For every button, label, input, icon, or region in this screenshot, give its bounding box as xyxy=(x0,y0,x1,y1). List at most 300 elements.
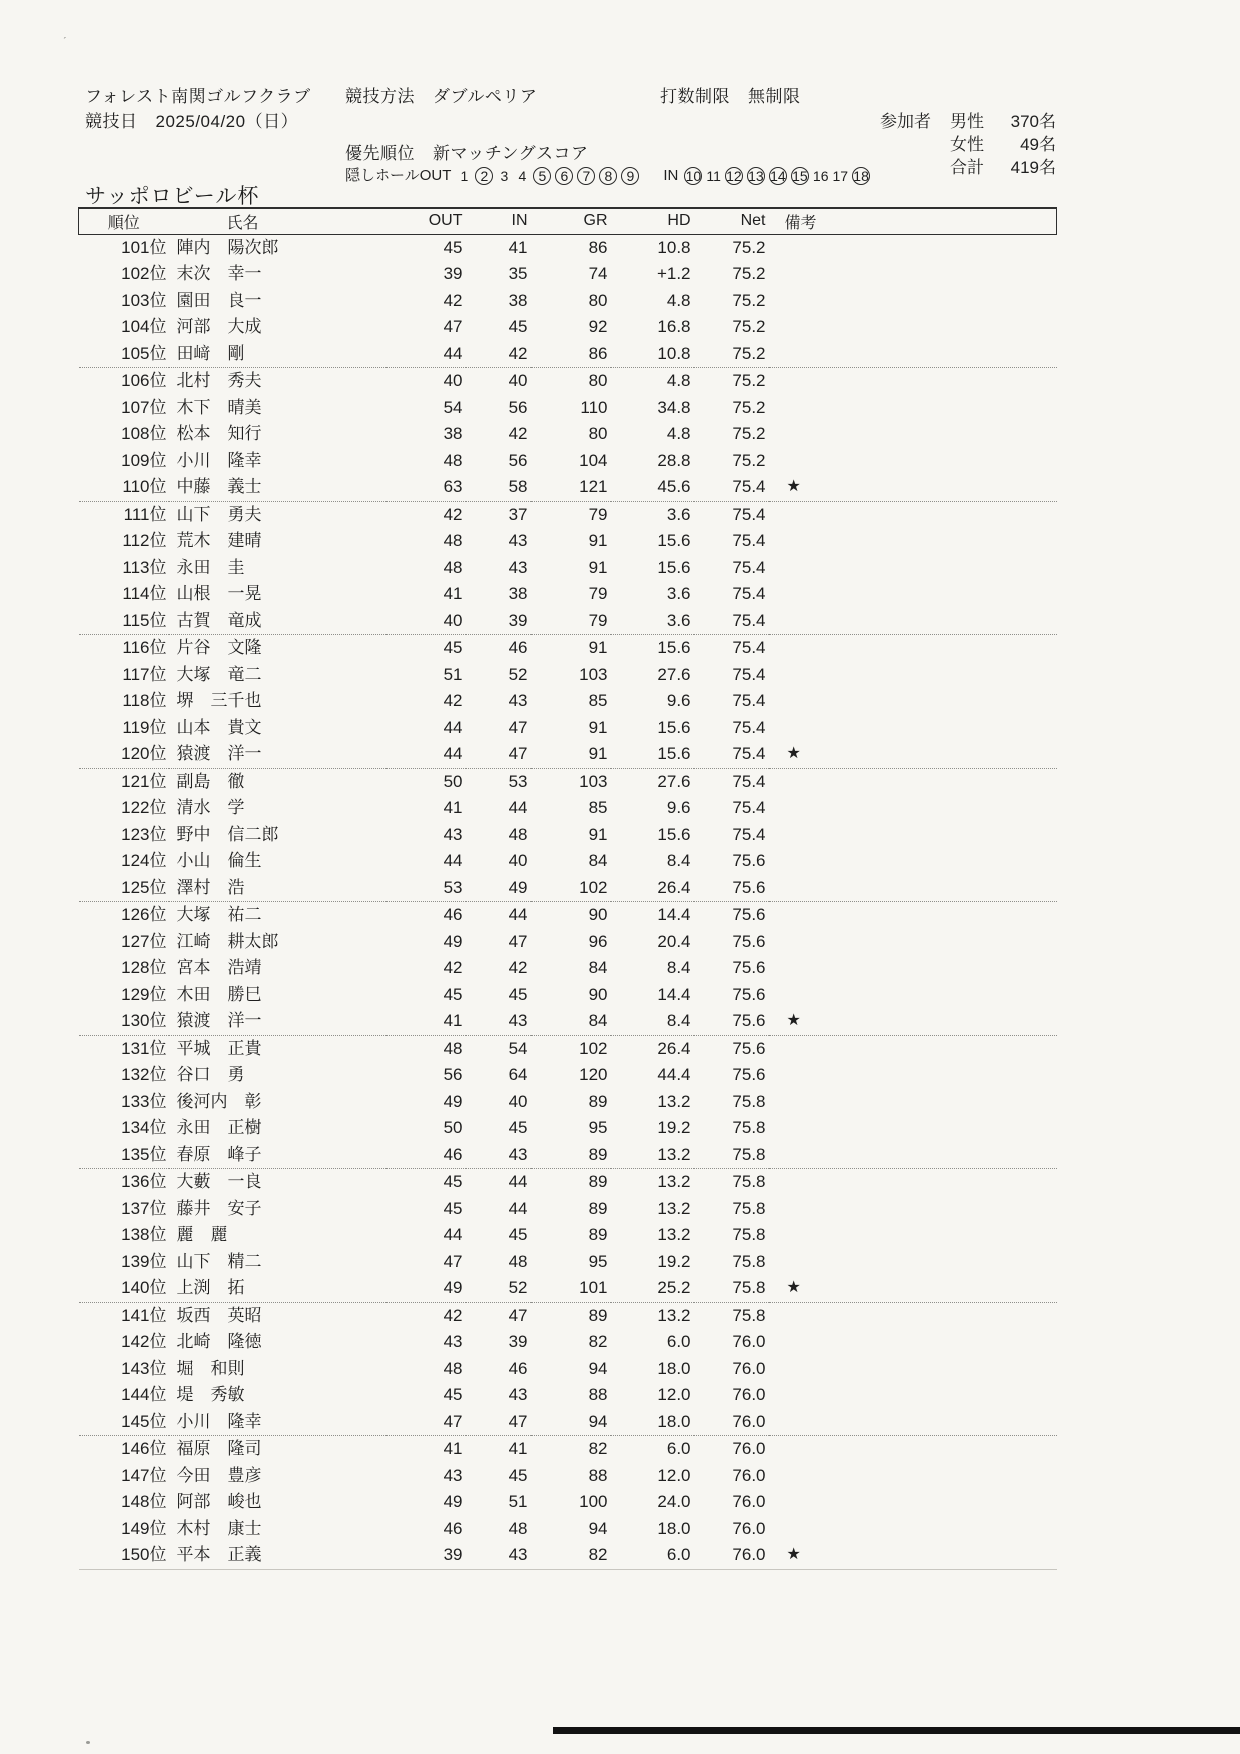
name-cell: 平本 正義 xyxy=(169,1542,386,1569)
net-cell: 75.4 xyxy=(732,638,766,657)
net-cell: 75.6 xyxy=(694,1008,769,1035)
remark-cell xyxy=(769,1196,1057,1223)
table-row xyxy=(79,421,1057,448)
hd-cell: 8.4 xyxy=(666,958,691,977)
net-cell: 75.2 xyxy=(732,290,766,310)
remark-cell xyxy=(769,982,1057,1009)
hd-cell: 4.8 xyxy=(666,290,691,310)
hidden-hole-16: 16 xyxy=(812,168,829,185)
hd-cell: 9.6 xyxy=(666,798,691,817)
in-cell: 44 xyxy=(508,1172,528,1191)
hd-cell: 3.6 xyxy=(611,608,694,635)
net-cell: 75.8 xyxy=(732,1251,766,1271)
gr-cell: 88 xyxy=(588,1465,608,1485)
out-cell: 46 xyxy=(386,1142,466,1169)
net-cell: 76.0 xyxy=(732,1439,766,1458)
stroke-limit-value: 無制限 xyxy=(748,87,801,106)
remark-cell: ★ xyxy=(769,1008,1057,1035)
hd-cell: 13.2 xyxy=(657,1172,691,1191)
net-cell: 75.4 xyxy=(732,557,766,577)
remark-cell: ★ xyxy=(769,741,1057,768)
net-cell: 75.6 xyxy=(732,984,766,1004)
in-cell: 47 xyxy=(508,717,528,737)
name-cell: 古賀 竜成 xyxy=(169,608,386,635)
table-row xyxy=(79,662,1057,689)
rank-cell: 124位 xyxy=(121,851,167,870)
table-row xyxy=(79,795,1057,822)
name-cell: 木下 晴美 xyxy=(176,397,262,417)
gr-cell: 91 xyxy=(588,557,608,577)
gr-cell: 95 xyxy=(588,1118,608,1137)
hd-cell: 13.2 xyxy=(657,1091,691,1111)
out-cell: 42 xyxy=(443,1305,463,1325)
table-row xyxy=(79,955,1057,982)
in-cell: 52 xyxy=(466,1275,531,1302)
in-cell: 47 xyxy=(466,1409,531,1436)
name-cell: 山本 貴文 xyxy=(176,717,262,737)
remark-cell xyxy=(769,1169,1057,1196)
rank-cell: 131位 xyxy=(121,1038,167,1058)
in-cell: 64 xyxy=(508,1065,528,1084)
net-cell: 75.2 xyxy=(732,371,766,390)
hidden-hole-14: 14 xyxy=(770,168,786,185)
remark-cell: ★ xyxy=(769,1275,1057,1302)
rank-cell: 150位 xyxy=(79,1542,169,1569)
out-cell: 39 xyxy=(443,264,463,283)
table-row xyxy=(79,1062,1057,1089)
table-row xyxy=(79,848,1057,875)
in-cell: 39 xyxy=(508,1332,528,1351)
name-cell: 谷口 勇 xyxy=(176,1065,245,1084)
event-date-label: 競技日 xyxy=(85,112,138,131)
out-cell: 43 xyxy=(443,824,463,844)
gr-cell: 79 xyxy=(588,584,608,603)
table-row xyxy=(79,1382,1057,1409)
col-header-remark: 備考 xyxy=(769,208,1057,234)
out-cell: 44 xyxy=(443,1225,463,1244)
out-cell: 44 xyxy=(386,341,466,368)
out-cell: 46 xyxy=(443,1518,463,1538)
rank-cell: 146位 xyxy=(121,1439,167,1458)
net-cell: 75.4 xyxy=(732,717,766,737)
name-cell: 陣内 陽次郎 xyxy=(176,237,279,257)
name-cell: 堀 和則 xyxy=(176,1358,245,1378)
gr-cell: 95 xyxy=(588,1251,608,1271)
name-cell: 山根 一晃 xyxy=(176,584,262,603)
table-row xyxy=(79,1169,1057,1196)
remark-cell xyxy=(769,635,1057,662)
gr-cell: 89 xyxy=(588,1198,608,1218)
hd-cell: 28.8 xyxy=(657,450,691,470)
gr-cell: 92 xyxy=(588,317,608,336)
in-cell: 35 xyxy=(508,264,528,283)
table-row xyxy=(79,1035,1057,1062)
remark-cell xyxy=(769,1329,1057,1356)
name-cell: 木田 勝巳 xyxy=(176,984,262,1004)
rank-cell: 104位 xyxy=(121,317,167,336)
remark-cell xyxy=(769,528,1057,555)
gr-cell: 89 xyxy=(588,1091,608,1111)
in-cell: 43 xyxy=(466,1542,531,1569)
rank-cell: 137位 xyxy=(121,1198,167,1218)
out-cell: 42 xyxy=(443,290,463,310)
in-cell: 38 xyxy=(508,290,528,310)
gr-cell: 91 xyxy=(531,741,611,768)
gr-cell: 121 xyxy=(531,474,611,501)
remark-cell xyxy=(769,1115,1057,1142)
remark-cell xyxy=(769,501,1057,528)
table-row xyxy=(79,1542,1057,1569)
gr-cell: 103 xyxy=(579,664,608,684)
out-cell: 45 xyxy=(443,1385,463,1404)
in-cell: 40 xyxy=(508,851,528,870)
table-row xyxy=(79,368,1057,395)
hidden-holes-in-label: IN xyxy=(663,167,679,184)
net-cell: 75.6 xyxy=(732,958,766,977)
in-cell: 47 xyxy=(466,741,531,768)
net-cell: 75.2 xyxy=(732,317,766,336)
hd-cell: 13.2 xyxy=(657,1305,691,1325)
remark-cell xyxy=(769,234,1057,261)
out-cell: 54 xyxy=(443,397,463,417)
remark-cell xyxy=(769,1062,1057,1089)
score-table xyxy=(78,207,1057,1570)
table-row xyxy=(79,875,1057,902)
hidden-holes-in xyxy=(682,167,872,184)
net-cell: 75.2 xyxy=(732,450,766,470)
participants-men-count: 370名 xyxy=(1010,112,1056,131)
remark-cell xyxy=(769,795,1057,822)
event-date-line xyxy=(85,107,298,132)
out-cell: 45 xyxy=(443,1172,463,1191)
net-cell: 75.8 xyxy=(694,1142,769,1169)
hd-cell: 10.8 xyxy=(657,237,691,257)
rank-cell: 114位 xyxy=(122,584,167,603)
rank-cell: 107位 xyxy=(121,397,167,417)
name-cell: 北崎 隆徳 xyxy=(176,1332,262,1351)
name-cell: 副島 徹 xyxy=(176,771,245,791)
name-cell: 平城 正貴 xyxy=(176,1038,262,1058)
gr-cell: 74 xyxy=(588,264,608,283)
gr-cell: 94 xyxy=(588,1358,608,1378)
rank-cell: 102位 xyxy=(121,264,167,283)
rank-cell: 125位 xyxy=(79,875,169,902)
hd-cell: 18.0 xyxy=(611,1409,694,1436)
net-cell: 75.6 xyxy=(732,1065,766,1084)
gr-cell: 82 xyxy=(531,1542,611,1569)
hd-cell: 15.6 xyxy=(611,741,694,768)
net-cell: 75.6 xyxy=(694,875,769,902)
out-cell: 41 xyxy=(386,1008,466,1035)
hd-cell: 15.6 xyxy=(657,557,691,577)
in-cell: 45 xyxy=(508,984,528,1004)
gr-cell: 102 xyxy=(579,1038,608,1058)
net-cell: 76.0 xyxy=(732,1465,766,1485)
participants-total-label: 合計 xyxy=(950,158,984,177)
rank-cell: 105位 xyxy=(79,341,169,368)
net-cell: 75.6 xyxy=(732,931,766,951)
in-cell: 44 xyxy=(508,798,528,817)
name-cell: 大塚 祐二 xyxy=(176,905,262,924)
gr-cell: 110 xyxy=(580,397,608,417)
out-cell: 42 xyxy=(443,958,463,977)
out-cell: 41 xyxy=(443,798,463,817)
hd-cell: 6.0 xyxy=(666,1332,691,1351)
scan-artifact-streak xyxy=(553,1727,1240,1734)
participants-total-row xyxy=(880,156,1056,179)
name-cell: 北村 秀夫 xyxy=(176,371,262,390)
net-cell: 75.4 xyxy=(732,798,766,817)
net-cell: 76.0 xyxy=(732,1518,766,1538)
in-cell: 58 xyxy=(466,474,531,501)
remark-cell xyxy=(769,1222,1057,1249)
table-row xyxy=(79,528,1057,555)
hd-cell: 45.6 xyxy=(611,474,694,501)
remark-cell xyxy=(769,341,1057,368)
remark-cell xyxy=(769,848,1057,875)
gr-cell: 79 xyxy=(588,504,608,524)
name-cell: 猿渡 洋一 xyxy=(169,1008,386,1035)
in-cell: 47 xyxy=(508,1305,528,1325)
hidden-hole-15: 15 xyxy=(792,168,808,185)
rank-cell: 117位 xyxy=(122,664,167,684)
out-cell: 48 xyxy=(443,557,463,577)
table-row xyxy=(79,1249,1057,1276)
remark-cell xyxy=(769,608,1057,635)
gr-cell: 94 xyxy=(588,1518,608,1538)
rank-cell: 110位 xyxy=(79,474,169,501)
name-cell: 澤村 浩 xyxy=(169,875,386,902)
name-cell: 上渕 拓 xyxy=(169,1275,386,1302)
hd-cell: 44.4 xyxy=(657,1065,691,1084)
net-cell: 75.2 xyxy=(732,397,766,417)
table-row xyxy=(79,741,1057,768)
gr-cell: 80 xyxy=(588,290,608,310)
name-cell: 田﨑 剛 xyxy=(169,341,386,368)
hidden-hole-13: 13 xyxy=(748,168,764,185)
name-cell: 永田 正樹 xyxy=(176,1118,262,1137)
table-row xyxy=(79,1329,1057,1356)
out-cell: 48 xyxy=(443,531,463,550)
remark-cell xyxy=(769,448,1057,475)
name-cell: 木村 康士 xyxy=(176,1518,262,1538)
gr-cell: 89 xyxy=(588,1305,608,1325)
in-cell: 48 xyxy=(508,824,528,844)
remark-cell xyxy=(769,1302,1057,1329)
out-cell: 50 xyxy=(443,1118,463,1137)
gr-cell: 102 xyxy=(531,875,611,902)
hd-cell: 12.0 xyxy=(657,1465,691,1485)
remark-cell xyxy=(769,555,1057,582)
gr-cell: 86 xyxy=(531,341,611,368)
out-cell: 48 xyxy=(443,450,463,470)
out-cell: 49 xyxy=(443,931,463,951)
gr-cell: 103 xyxy=(579,771,608,791)
gr-cell: 91 xyxy=(588,638,608,657)
rank-cell: 123位 xyxy=(121,824,167,844)
hd-cell: 3.6 xyxy=(666,584,691,603)
rank-cell: 109位 xyxy=(121,450,167,470)
in-cell: 52 xyxy=(508,664,528,684)
table-row xyxy=(79,608,1057,635)
gr-cell: 100 xyxy=(579,1492,608,1511)
remark-cell xyxy=(769,955,1057,982)
hd-cell: 10.8 xyxy=(611,341,694,368)
hd-cell: 15.6 xyxy=(657,824,691,844)
table-row xyxy=(79,234,1057,261)
hd-cell: 8.4 xyxy=(666,851,691,870)
rank-cell: 113位 xyxy=(122,557,167,577)
rank-cell: 111位 xyxy=(123,504,167,524)
method-line xyxy=(345,82,537,107)
in-cell: 40 xyxy=(508,371,528,390)
out-cell: 56 xyxy=(443,1065,463,1084)
gr-cell: 96 xyxy=(588,931,608,951)
out-cell: 41 xyxy=(443,1439,463,1458)
out-cell: 63 xyxy=(386,474,466,501)
name-cell: 小山 倫生 xyxy=(176,851,262,870)
hidden-hole-11: 11 xyxy=(706,168,721,185)
rank-cell: 141位 xyxy=(121,1305,167,1325)
name-cell: 麗 麗 xyxy=(176,1225,228,1244)
rank-cell: 103位 xyxy=(121,290,167,310)
in-cell: 41 xyxy=(508,237,528,257)
net-cell: 75.4 xyxy=(694,741,769,768)
hd-cell: 6.0 xyxy=(666,1439,691,1458)
out-cell: 41 xyxy=(443,584,463,603)
in-cell: 54 xyxy=(508,1038,528,1058)
net-cell: 76.0 xyxy=(732,1492,766,1511)
table-row xyxy=(79,822,1057,849)
out-cell: 49 xyxy=(443,1492,463,1511)
gr-cell: 80 xyxy=(588,371,608,390)
name-cell: 今田 豊彦 xyxy=(176,1465,262,1485)
rank-cell: 116位 xyxy=(122,638,167,657)
event-date-value: 2025/04/20（日） xyxy=(155,112,299,131)
hd-cell: 24.0 xyxy=(657,1492,691,1511)
gr-cell: 86 xyxy=(588,237,608,257)
table-row xyxy=(79,395,1057,422)
remark-cell xyxy=(769,715,1057,742)
net-cell: 76.0 xyxy=(732,1332,766,1351)
name-cell: 宮本 浩靖 xyxy=(176,958,262,977)
hd-cell: 16.8 xyxy=(657,317,691,336)
hd-cell: 15.6 xyxy=(657,531,691,550)
gr-cell: 89 xyxy=(531,1142,611,1169)
out-cell: 45 xyxy=(443,638,463,657)
table-row xyxy=(79,261,1057,288)
hd-cell: 18.0 xyxy=(657,1358,691,1378)
in-cell: 53 xyxy=(508,771,528,791)
name-cell: 大塚 竜二 xyxy=(176,664,262,684)
hd-cell: 27.6 xyxy=(657,771,691,791)
in-cell: 51 xyxy=(508,1492,528,1511)
hd-cell: 19.2 xyxy=(657,1251,691,1271)
out-cell: 51 xyxy=(443,664,463,684)
net-cell: 75.8 xyxy=(732,1091,766,1111)
table-row xyxy=(79,688,1057,715)
rank-cell: 140位 xyxy=(79,1275,169,1302)
method-value: ダブルペリア xyxy=(433,87,538,106)
rank-cell: 138位 xyxy=(121,1225,167,1244)
net-cell: 75.6 xyxy=(732,905,766,924)
table-row xyxy=(79,1463,1057,1490)
hidden-hole-9: 9 xyxy=(621,167,639,185)
rank-cell: 101位 xyxy=(121,237,167,257)
remark-cell xyxy=(769,929,1057,956)
remark-cell xyxy=(769,395,1057,422)
hidden-hole-8: 8 xyxy=(599,167,617,185)
hd-cell: 4.8 xyxy=(666,424,691,443)
method-label: 競技方法 xyxy=(345,87,415,106)
in-cell: 37 xyxy=(508,504,528,524)
hd-cell: 3.6 xyxy=(666,504,691,524)
priority-value: 新マッチングスコア xyxy=(433,144,589,163)
hidden-hole-12: 12 xyxy=(726,168,742,185)
table-row xyxy=(79,1222,1057,1249)
remark-cell xyxy=(769,662,1057,689)
priority-label: 優先順位 xyxy=(345,144,415,163)
table-row xyxy=(79,1489,1057,1516)
name-cell: 松本 知行 xyxy=(176,424,262,443)
table-header-row xyxy=(79,208,1057,234)
out-cell: 42 xyxy=(443,691,463,710)
gr-cell: 84 xyxy=(531,1008,611,1035)
out-cell: 47 xyxy=(443,1251,463,1271)
name-cell: 江崎 耕太郎 xyxy=(176,931,279,951)
out-cell: 53 xyxy=(386,875,466,902)
out-cell: 40 xyxy=(386,608,466,635)
name-cell: 坂西 英昭 xyxy=(176,1305,262,1325)
hd-cell: 15.6 xyxy=(657,717,691,737)
name-cell: 福原 隆司 xyxy=(176,1439,262,1458)
remark-cell xyxy=(769,822,1057,849)
hd-cell: 12.0 xyxy=(657,1385,691,1404)
gr-cell: 88 xyxy=(588,1385,608,1404)
out-cell: 45 xyxy=(443,1198,463,1218)
in-cell: 43 xyxy=(466,1142,531,1169)
gr-cell: 91 xyxy=(588,824,608,844)
out-cell: 44 xyxy=(443,851,463,870)
in-cell: 43 xyxy=(508,1385,528,1404)
hidden-holes-label: 隠しホール xyxy=(345,167,420,184)
col-header-in: IN xyxy=(466,208,531,234)
rank-cell: 122位 xyxy=(121,798,167,817)
name-cell: 山下 精二 xyxy=(176,1251,262,1271)
out-cell: 45 xyxy=(443,984,463,1004)
remark-cell xyxy=(769,768,1057,795)
gr-cell: 104 xyxy=(579,450,608,470)
name-cell: 清水 学 xyxy=(176,798,245,817)
priority-line xyxy=(345,139,588,164)
hidden-hole-17: 17 xyxy=(832,168,849,185)
remark-cell xyxy=(769,421,1057,448)
in-cell: 43 xyxy=(466,1008,531,1035)
in-cell: 44 xyxy=(508,1198,528,1218)
rank-cell: 136位 xyxy=(121,1172,167,1191)
stroke-limit-line xyxy=(660,82,801,107)
remark-cell xyxy=(769,1516,1057,1543)
hd-cell: 19.2 xyxy=(657,1118,691,1137)
rank-cell: 148位 xyxy=(121,1492,167,1511)
remark-cell xyxy=(769,581,1057,608)
table-row xyxy=(79,715,1057,742)
name-cell: 野中 信二郎 xyxy=(176,824,279,844)
club-name: フォレスト南関ゴルフクラブ xyxy=(85,87,311,106)
hd-cell: 26.4 xyxy=(611,875,694,902)
net-cell: 75.2 xyxy=(732,237,766,257)
hd-cell: 6.0 xyxy=(611,1542,694,1569)
